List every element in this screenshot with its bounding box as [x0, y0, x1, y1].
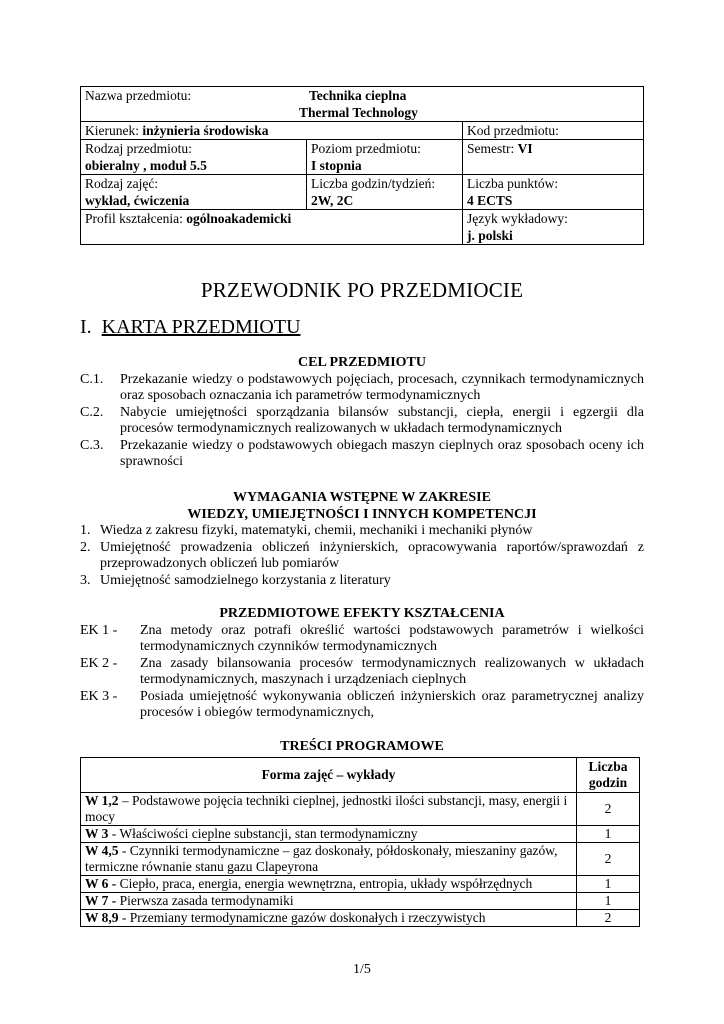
- list-item: [80, 540, 644, 573]
- punkty-cell: [463, 175, 644, 210]
- item-text: Posiada umiejętność wykonywania obliczeń inżynierskich oraz parametrycznej analizy procesów i obiegów termodynamicznych,: [140, 688, 644, 720]
- main-title: PRZEWODNIK PO PRZEDMIOCIE: [200, 278, 524, 302]
- row-hours: 1: [577, 876, 640, 893]
- page-number: 1/5: [353, 962, 371, 977]
- item-number: EK 3 -: [80, 688, 118, 704]
- row-content: [81, 826, 577, 843]
- row-text: Ciepło, praca, energia, energia wewnętrzna, entropia, układy współrzędnych: [119, 876, 533, 891]
- row-sep: -: [118, 843, 130, 858]
- tresci-heading: TREŚCI PROGRAMOWE: [280, 739, 444, 754]
- row-hours: 2: [577, 910, 640, 927]
- list-item: [80, 656, 644, 689]
- profil-value: ogólnoakademicki: [186, 211, 292, 226]
- list-item: [80, 573, 644, 590]
- row-code: W 6 -: [85, 876, 117, 891]
- col-header-godziny: Liczba godzin: [577, 758, 640, 793]
- row-code: W 8,9: [85, 910, 119, 925]
- row-content: [81, 910, 577, 927]
- jezyk-cell: [463, 210, 644, 245]
- tresci-table: [80, 757, 640, 927]
- item-number: C.3.: [80, 437, 104, 453]
- efekty-heading: PRZEDMIOTOWE EFEKTY KSZTAŁCENIA: [219, 606, 505, 621]
- profil-label: Profil kształcenia:: [85, 211, 183, 226]
- kierunek-label: Kierunek:: [85, 123, 139, 138]
- row-sep: –: [118, 793, 133, 808]
- poziom-label: Poziom przedmiotu:: [311, 141, 421, 156]
- kierunek-cell: [81, 122, 463, 140]
- table-row: [81, 876, 640, 893]
- item-number: C.2.: [80, 404, 104, 420]
- row-code: W 4,5: [85, 843, 119, 858]
- cel-heading: CEL PRZEDMIOTU: [298, 355, 426, 370]
- course-info-table: [80, 86, 644, 245]
- row-content: [81, 843, 577, 876]
- list-item: [80, 523, 644, 540]
- row-text: Właściwości cieplne substancji, stan termodynamiczny: [119, 826, 418, 841]
- list-item: [80, 372, 644, 405]
- row-code: W 1,2: [85, 793, 119, 808]
- section-title: KARTA PRZEDMIOTU: [101, 316, 301, 338]
- poziom-cell: [307, 140, 463, 175]
- list-item: [80, 405, 644, 438]
- course-title-pl: Technika cieplna: [309, 88, 407, 103]
- row-text: Pierwsza zasada termodynamiki: [119, 893, 294, 908]
- row-sep: -: [108, 826, 120, 841]
- profil-cell: [81, 210, 463, 245]
- item-number: 2.: [80, 539, 91, 555]
- row-content: [81, 893, 577, 910]
- item-number: EK 1 -: [80, 622, 118, 638]
- row-text: Czynniki termodynamiczne – gaz doskonały, półdoskonały, mieszaniny gazów, termiczne równanie stanu gazu Clapeyrona: [85, 843, 558, 874]
- wymagania-section: [80, 490, 644, 589]
- item-text: Zna metody oraz potrafi określić wartości podstawowych parametrów i wielkości termodynamicznych czynników termodynamicznych: [140, 622, 644, 654]
- wymagania-heading-1: WYMAGANIA WSTĘPNE W ZAKRESIE: [233, 490, 491, 505]
- row-text: Przemiany termodynamiczne gazów doskonałych i rzeczywistych: [129, 910, 486, 925]
- course-title-en: Thermal Technology: [299, 105, 418, 120]
- rodzaj-przedmiotu-value: obieralny , moduł 5.5: [85, 158, 207, 173]
- table-row: [81, 910, 640, 927]
- rodzaj-zajec-value: wykład, ćwiczenia: [85, 193, 190, 208]
- punkty-value: 4 ECTS: [467, 193, 513, 208]
- item-text: Wiedza z zakresu fizyki, matematyki, chemii, mechaniki i mechaniki płynów: [100, 523, 533, 538]
- list-item: [80, 438, 644, 471]
- section-number: I.: [80, 316, 92, 338]
- list-item: [80, 689, 644, 722]
- row-hours: 1: [577, 893, 640, 910]
- item-number: 1.: [80, 523, 91, 538]
- semestr-cell: [463, 140, 644, 175]
- efekty-section: [80, 606, 644, 722]
- kod-label: Kod przedmiotu:: [467, 123, 559, 138]
- table-row: [81, 893, 640, 910]
- tresci-section: [80, 739, 644, 756]
- row-code: W 3: [85, 826, 109, 841]
- rodzaj-zajec-cell: [81, 175, 307, 210]
- kierunek-value: inżynieria środowiska: [142, 123, 269, 138]
- item-text: Umiejętność prowadzenia obliczeń inżynierskich, opracowywania raportów/sprawozdań z przeprowadzonych obliczeń lub pomiarów: [100, 539, 644, 571]
- item-text: Przekazanie wiedzy o podstawowych obiegach maszyn cieplnych oraz sposobach oceny ich sprawności: [120, 437, 644, 469]
- row-hours: 2: [577, 843, 640, 876]
- row-hours: 2: [577, 793, 640, 826]
- row-content: [81, 793, 577, 826]
- section-heading: [80, 316, 301, 339]
- row-code: W 7 -: [85, 893, 117, 908]
- table-row: [81, 843, 640, 876]
- table-row: [81, 826, 640, 843]
- item-number: C.1.: [80, 371, 104, 387]
- jezyk-label: Język wykładowy:: [467, 211, 568, 226]
- semestr-value: VI: [517, 141, 533, 156]
- list-item: [80, 623, 644, 656]
- poziom-value: I stopnia: [311, 158, 362, 173]
- godziny-cell: [307, 175, 463, 210]
- rodzaj-przedmiotu-label: Rodzaj przedmiotu:: [85, 141, 192, 156]
- row-hours: 1: [577, 826, 640, 843]
- jezyk-value: j. polski: [467, 228, 513, 243]
- item-number: 3.: [80, 572, 91, 588]
- course-name-label: Nazwa przedmiotu:: [85, 88, 192, 103]
- rodzaj-zajec-label: Rodzaj zajęć:: [85, 176, 159, 191]
- punkty-label: Liczba punktów:: [467, 176, 559, 191]
- row-sep: -: [118, 910, 130, 925]
- kod-cell: [463, 122, 644, 140]
- cel-section: [80, 355, 644, 471]
- course-name-cell: [81, 87, 644, 122]
- row-text: Podstawowe pojęcia techniki cieplnej, jednostki ilości substancji, masy, energii i mocy: [85, 793, 568, 824]
- godziny-label: Liczba godzin/tydzień:: [311, 176, 436, 191]
- item-number: EK 2 -: [80, 655, 118, 671]
- item-text: Nabycie umiejętności sporządzania bilansów substancji, ciepła, energii i egzergii dla procesów termodynamicznych realizowanych w układach termodynamicznych: [120, 404, 644, 436]
- row-content: [81, 876, 577, 893]
- item-text: Umiejętność samodzielnego korzystania z literatury: [100, 572, 391, 588]
- item-text: Zna zasady bilansowania procesów termodynamicznych realizowanych w układach termodynamicznych, maszynach i urządzeniach cieplnych: [140, 655, 644, 687]
- semestr-label: Semestr:: [467, 141, 515, 156]
- item-text: Przekazanie wiedzy o podstawowych pojęciach, procesach, czynnikach termodynamicznych oraz sposobach oznaczania ich parametrów termodynamicznych: [120, 371, 644, 403]
- rodzaj-przedmiotu-cell: [81, 140, 307, 175]
- wymagania-heading-2: WIEDZY, UMIEJĘTNOŚCI I INNYCH KOMPETENCJI: [187, 506, 537, 522]
- table-row: [81, 793, 640, 826]
- godziny-value: 2W, 2C: [311, 193, 354, 208]
- col-header-forma: Forma zajęć – wykłady: [81, 758, 577, 793]
